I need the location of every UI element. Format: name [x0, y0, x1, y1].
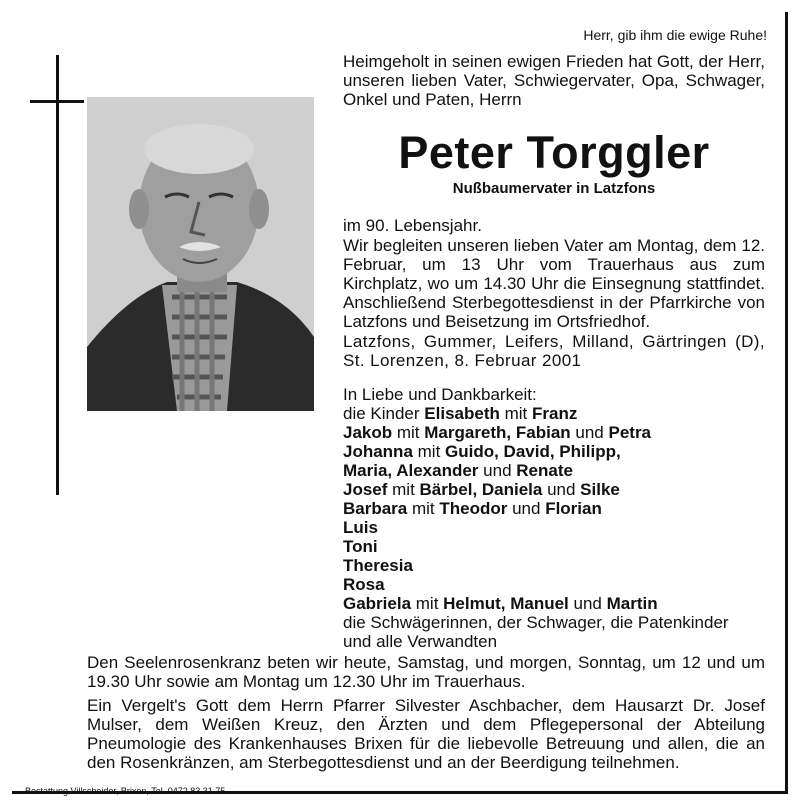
mourner-line [343, 480, 765, 499]
mourner-line [343, 423, 765, 442]
mourner-text: Jakob [343, 423, 393, 442]
mourner-text: Florian [545, 499, 602, 518]
mourner-text: Bärbel, Daniela [419, 480, 543, 499]
mourner-line [343, 632, 765, 651]
mourner-text: Elisabeth [424, 404, 500, 423]
mourner-text: Luis [343, 518, 378, 537]
deceased-name: Peter Torggler [398, 127, 710, 178]
mourner-line [343, 594, 765, 613]
mourner-line [343, 518, 765, 537]
mourner-line [343, 575, 765, 594]
mourner-line [343, 537, 765, 556]
mourner-text: Theodor [439, 499, 508, 518]
funeral-text: Wir begleiten unseren lieben Vater am Montag, dem 12. Februar, um 13 Uhr vom Trauerhaus aus zum Kirchplatz, wo um 14.30 Uhr die Einsegnung stattfindet. Anschließend Sterbegottesdienst in der Pfarrkirche von Latzfons und Beisetzung im Ortsfriedhof. [343, 236, 765, 331]
mourner-text: Theresia [343, 556, 413, 575]
mourner-text: und alle Verwandten [343, 632, 498, 651]
mourner-text: mit [411, 594, 444, 613]
motto: Herr, gib ihm die ewige Ruhe! [583, 27, 767, 43]
mourner-line [343, 442, 765, 461]
mourner-text: Rosa [343, 575, 385, 594]
mourner-line [343, 613, 765, 632]
cross-bar [30, 100, 84, 103]
deceased-subtitle: Nußbaumervater in Latzfons [452, 180, 656, 197]
mourner-text: Gabriela [343, 594, 412, 613]
mourner-text: Helmut, Manuel [443, 594, 569, 613]
cross-icon [56, 55, 59, 495]
mourner-text: Josef [343, 480, 388, 499]
mourner-text: mit [412, 442, 446, 461]
mourner-line [343, 404, 765, 423]
mourners-block [343, 385, 765, 651]
rosary-text: Den Seelenrosenkranz beten wir heute, Samstag, und morgen, Sonntag, um 12 und um 19.30 Uhr sowie am Montag um 12.30 Uhr im Trauerhaus. [87, 653, 765, 691]
mourner-text: und [568, 594, 607, 613]
mourner-text: Petra [608, 423, 652, 442]
mourner-text: Guido, David, Philipp, [445, 442, 621, 461]
mourner-text: Renate [516, 461, 573, 480]
mourner-text: Johanna [343, 442, 413, 461]
mourner-text: mit [387, 480, 420, 499]
mourner-text: Toni [343, 537, 378, 556]
mourner-text: Franz [531, 404, 578, 423]
funeral-home-footer: Bestattung Villscheider, Brixen, Tel. 0472 83 31 75 [25, 786, 226, 796]
mourners-heading: In Liebe und Dankbarkeit: [343, 385, 537, 404]
mourner-line [343, 499, 765, 518]
mourner-text: die Schwägerinnen, der Schwager, die Patenkinder [343, 613, 729, 632]
mourners-list [343, 404, 765, 651]
intro-text: Heimgeholt in seinen ewigen Frieden hat Gott, der Herr, unseren lieben Vater, Schwiegervater, Opa, Schwager, Onkel und Paten, Herrn [343, 52, 765, 109]
mourner-text: und [507, 499, 546, 518]
thanks-text: Ein Vergelt's Gott dem Herrn Pfarrer Silvester Aschbacher, dem Hausarzt Dr. Josef Mulser, dem Weißen Kreuz, den Ärzten und dem Pflegepersonal der Abteilung Pneumologie des Krankenhauses Brixen für die liebevolle Betreuung und allen, die an den Rosenkränzen, am Sterbegottesdienst und an der Beerdigung teilnehmen. [87, 696, 765, 772]
mourner-text: mit [392, 423, 425, 442]
portrait-photo [87, 97, 314, 411]
mourner-text: mit [407, 499, 440, 518]
mourner-text: Margareth, Fabian [424, 423, 571, 442]
mourner-text: Barbara [343, 499, 408, 518]
mourner-text: die Kinder [343, 404, 425, 423]
mourner-line [343, 461, 765, 480]
mourner-text: Martin [606, 594, 658, 613]
mourner-text: und [542, 480, 581, 499]
places-date: Latzfons, Gummer, Leifers, Milland, Gärtringen (D), St. Lorenzen, 8. Februar 2001 [343, 332, 765, 370]
mourner-line [343, 556, 765, 575]
mourner-text: mit [499, 404, 532, 423]
mourner-text: Silke [580, 480, 620, 499]
mourner-text: und [478, 461, 517, 480]
mourner-text: und [570, 423, 609, 442]
mourner-text: Maria, Alexander [343, 461, 479, 480]
age-text: im 90. Lebensjahr. [343, 216, 482, 235]
